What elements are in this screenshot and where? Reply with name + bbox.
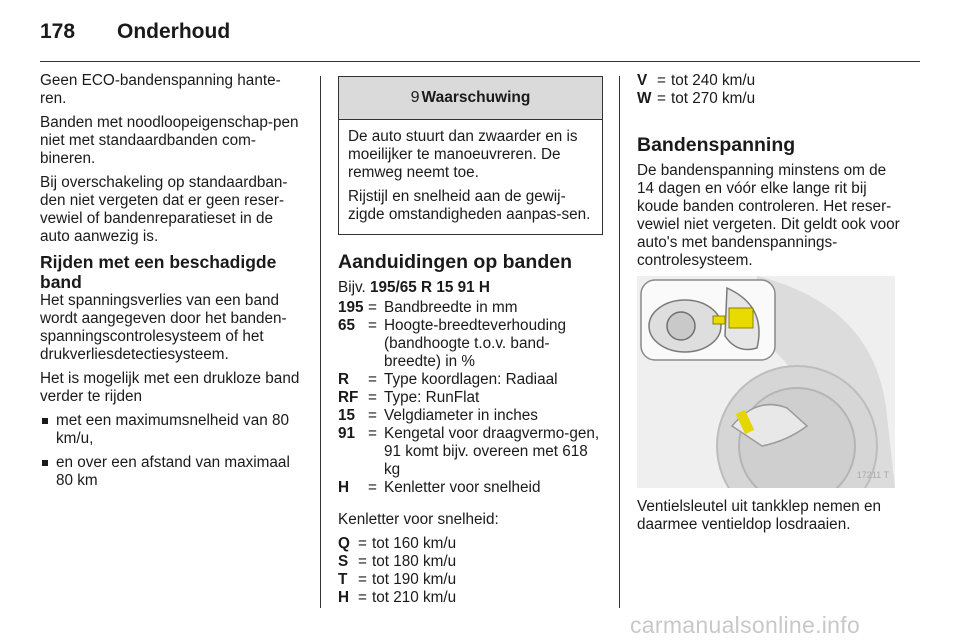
code-key: H [338, 479, 350, 496]
code-key: 195 [338, 299, 364, 316]
equals-sign: = [368, 371, 377, 388]
figure-caption: Ventielsleutel uit tankklep nemen en daarmee ventieldop losdraaien. [637, 498, 882, 533]
speed-key: S [338, 553, 349, 570]
equals-sign: = [368, 407, 377, 424]
warning-title: Waarschuwing [421, 89, 531, 106]
illustration-svg [637, 276, 895, 488]
bullet-list [40, 412, 305, 490]
equals-sign: = [368, 317, 377, 334]
code-value: Velgdiameter in inches [384, 407, 538, 424]
code-key: R [338, 371, 350, 388]
illustration-valve-key [637, 276, 895, 488]
paragraph: Het is mogelijk met een drukloze band verder te rijden [40, 370, 300, 405]
bullet-square-icon [42, 460, 48, 466]
definition-row [338, 553, 603, 571]
speed-rating-list-continued [637, 72, 905, 108]
code-key: 91 [338, 425, 356, 442]
warning-header [339, 77, 602, 120]
speed-value: tot 190 km/u [372, 571, 457, 588]
page-header [0, 0, 960, 62]
list-item-text: met een maximumsnelheid van 80 km/u, [56, 412, 289, 447]
code-key: RF [338, 389, 359, 406]
code-value: Hoogte-breedteverhouding (bandhoogte t.o.v. band-breedte) in % [384, 317, 566, 370]
code-value: Type: RunFlat [384, 389, 480, 406]
definition-row [338, 589, 603, 607]
definition-row [637, 72, 905, 90]
equals-sign: = [368, 299, 377, 316]
speed-value: tot 160 km/u [372, 535, 457, 552]
tyre-code-list [338, 299, 603, 497]
spacer [338, 497, 603, 511]
equals-sign: = [657, 72, 666, 89]
section-heading-damaged-tyre: Rijden met een beschadigde band [40, 252, 277, 292]
equals-sign: = [358, 589, 367, 606]
equals-sign: = [358, 571, 367, 588]
bullet-square-icon [42, 418, 48, 424]
equals-sign: = [358, 535, 367, 552]
speed-key: Q [338, 535, 350, 552]
speed-rating-list [338, 535, 603, 607]
definition-row [338, 389, 603, 407]
paragraph: De bandenspanning minstens om de 14 dagen en vóór elke lange rit bij koude banden controleren. Het reser-vewiel niet vergeten. Dit geldt ook voor auto's met bandenspannings-controlesysteem. [637, 162, 900, 269]
paragraph: Bij overschakeling op standaardban-den niet vergeten dat er geen reser-vewiel of bandenreparatieset in de auto aanwezig is. [40, 174, 288, 245]
speed-value: tot 270 km/u [671, 90, 756, 107]
header-divider [40, 61, 920, 62]
definition-row [338, 299, 603, 317]
section-heading-tyre-pressure: Bandenspanning [637, 134, 796, 156]
definition-row [637, 90, 905, 108]
warning-body [339, 120, 602, 234]
list-item-text: en over een afstand van maximaal 80 km [56, 454, 290, 489]
definition-row [338, 317, 603, 371]
equals-sign: = [368, 389, 377, 406]
column-right [637, 72, 905, 540]
definition-row [338, 479, 603, 497]
watermark: carmanualsonline.info [630, 612, 861, 638]
definition-row [338, 371, 603, 389]
example-prefix: Bijv. [338, 279, 366, 296]
speed-intro: Kenletter voor snelheid: [338, 511, 499, 528]
equals-sign: = [368, 479, 377, 496]
speed-value: tot 240 km/u [671, 72, 756, 89]
section-heading-tyre-markings: Aanduidingen op banden [338, 251, 572, 273]
example-line [338, 279, 603, 297]
code-value: Bandbreedte in mm [384, 299, 518, 316]
definition-row [338, 425, 603, 479]
page-title: Onderhoud [117, 20, 231, 43]
speed-value: tot 210 km/u [372, 589, 457, 606]
warning-text: De auto stuurt dan zwaarder en is moeilijker te manoeuvreren. De remweg neemt toe. [348, 128, 578, 181]
warning-box [338, 76, 603, 235]
paragraph: Banden met noodloopeigenschap-pen niet met standaardbanden com-bineren. [40, 114, 299, 167]
warning-text: Rijstijl en snelheid aan de gewij-zigde omstandigheden aanpas-sen. [348, 188, 591, 223]
speed-key: T [338, 571, 348, 588]
paragraph: Geen ECO-bandenspanning hante-ren. [40, 72, 281, 107]
definition-row [338, 407, 603, 425]
list-item [40, 454, 305, 490]
page-number: 178 [40, 20, 76, 43]
code-key: 65 [338, 317, 356, 334]
column-left [40, 72, 305, 496]
column-middle [338, 76, 603, 607]
column-divider-1 [320, 76, 321, 608]
code-value: Type koordlagen: Radiaal [384, 371, 558, 388]
equals-sign: = [358, 553, 367, 570]
spacer [637, 108, 905, 134]
definition-row [338, 571, 603, 589]
code-key: 15 [338, 407, 356, 424]
definition-row [338, 535, 603, 553]
code-value: Kengetal voor draagvermo-gen, 91 komt bijv. overeen met 618 kg [384, 425, 600, 478]
equals-sign: = [657, 90, 666, 107]
speed-key: H [338, 589, 350, 606]
speed-value: tot 180 km/u [372, 553, 457, 570]
code-value: Kenletter voor snelheid [384, 479, 541, 496]
warning-icon: 9 [410, 89, 420, 106]
figure-id: 17211 T [856, 470, 889, 480]
paragraph: Het spanningsverlies van een band wordt aangegeven door het banden-spanningscontrolesysteem of het drukverliesdetectiesysteem. [40, 292, 287, 363]
column-divider-2 [619, 76, 620, 608]
list-item [40, 412, 305, 448]
speed-key: W [637, 90, 652, 107]
speed-key: V [637, 72, 648, 89]
equals-sign: = [368, 425, 377, 442]
example-code: 195/65 R 15 91 H [370, 279, 490, 296]
